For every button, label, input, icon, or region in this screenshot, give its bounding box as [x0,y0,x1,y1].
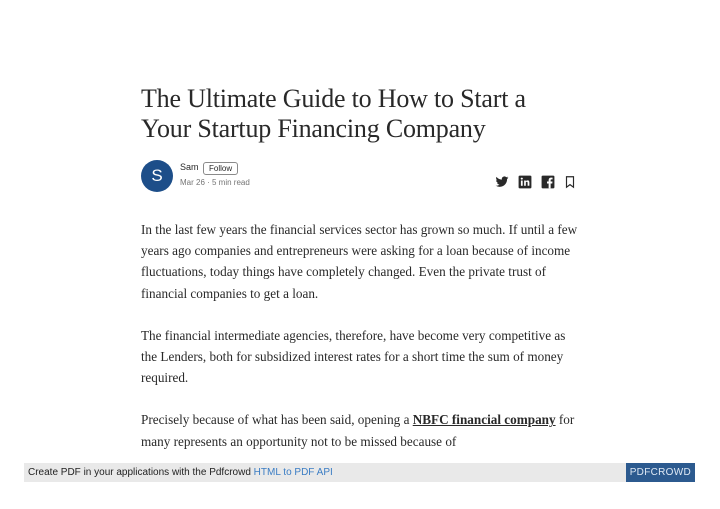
avatar[interactable]: S [141,160,173,192]
author-name[interactable]: Sam [180,162,199,172]
article-header [141,84,581,144]
follow-button[interactable]: Follow [203,162,238,175]
paragraph-1: In the last few years the financial services sector has grown so much. If until a few years ago companies and entrepreneurs were asking for a loan because of income fluctuations, today things have completely changed. Even the private trust of financial companies to get a loan. [141,222,578,301]
footer-text-label: Create PDF in your applications with the Pdfcrowd [28,467,254,478]
linkedin-icon[interactable] [518,175,532,189]
article-body [141,219,581,473]
article-title [141,84,581,144]
pdfcrowd-footer [24,463,695,482]
html-to-pdf-api-link[interactable]: HTML to PDF API [253,467,333,478]
facebook-icon[interactable] [541,175,555,189]
bookmark-icon[interactable] [563,175,577,189]
pdfcrowd-brand[interactable]: PDFCROWD [626,463,695,482]
nbfc-financial-company-link[interactable]: NBFC financial company [412,412,556,428]
paragraph-3-text-after: for many represents an opportunity not to be missed because of [141,412,575,449]
paragraph-3-text-before: Precisely because of what has been said, opening a [141,412,413,428]
footer-text [28,463,333,482]
twitter-icon[interactable] [495,175,509,189]
publish-date-readtime: Mar 26 · 5 min read [180,178,250,187]
author-meta [141,160,581,194]
article-title-line-1: The Ultimate Guide to How to Start a [141,84,526,113]
article-title-line-2: Your Startup Financing Company [141,114,486,143]
paragraph-2: The financial intermediate agencies, therefore, have become very competitive as the Lenders, both for subsidized interest rates for a short time the sum of money required. [141,327,566,386]
paragraph-3 [141,409,581,451]
